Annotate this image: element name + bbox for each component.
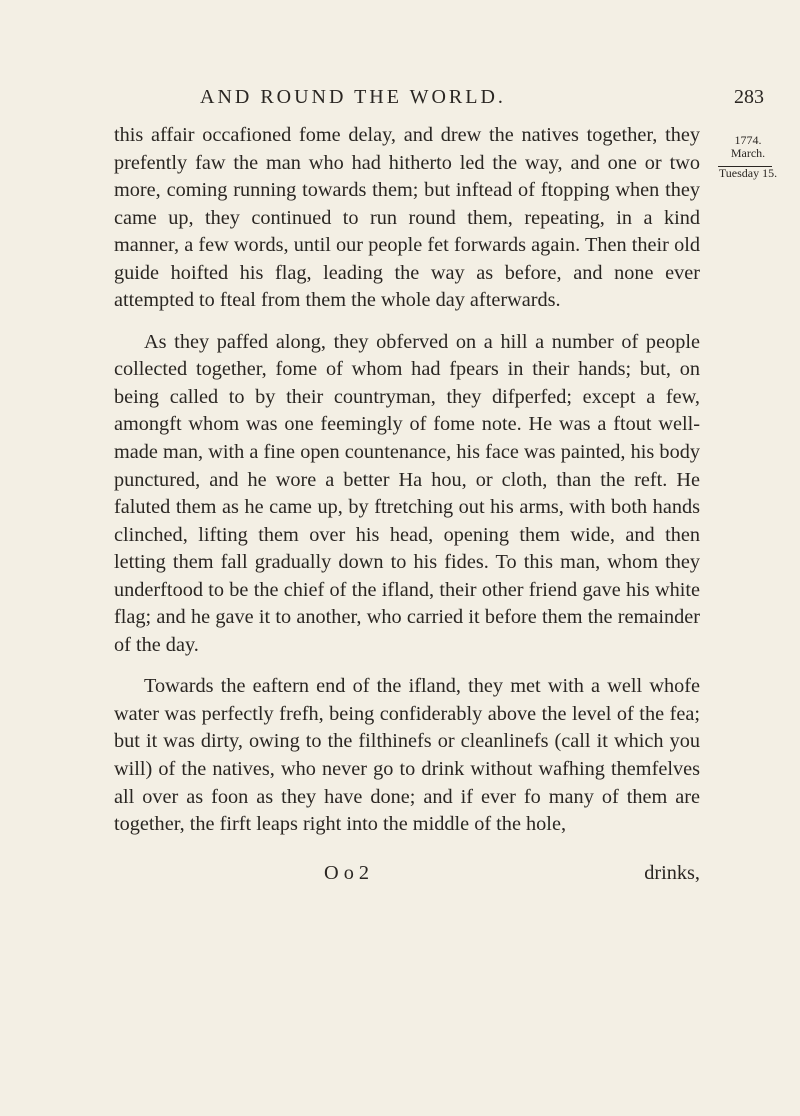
page-footer	[114, 862, 700, 890]
paragraph-continuation: this affair occafioned fome delay, and drew the natives together, they prefently faw the man who had hitherto led the way, and one or two more, coming running towards them; but inftead of ftopping when they came up, they continued to run round them, repeating, in a kind manner, a few words, until our people fet forwards again. Then their old guide hoifted his flag, leading the way as before, and none ever attempted to fteal from them the whole day afterwards.	[114, 124, 700, 312]
signature-mark: O o 2	[324, 862, 370, 884]
body-text	[114, 122, 700, 839]
page-number: 283	[734, 86, 764, 108]
margin-note-month: March.	[730, 146, 766, 160]
catchword: drinks,	[644, 862, 700, 884]
page-header	[0, 86, 800, 116]
paragraph-hill-chief: As they paffed along, they obferved on a hill a number of people collected together, fome of whom had fpears in their hands; but, on being called to by their countryman, they difperfed; except a few, amongft whom was one feemingly of fome note. He was a ftout well-made man, with a fine open countenance, his face was painted, his body punctured, and he wore a better Ha hou, or cloth, than the reft. He faluted them as he came up, by ftretching out his arms, with both hands clinched, lifting them over his head, opening them wide, and then letting them fall gradually down to his fides. To this man, whom they underftood to be the chief of the ifland, their other friend gave his white flag; and he gave it to another, who carried it before them the remainder of the day.	[114, 330, 700, 656]
paragraph-well: Towards the eaftern end of the ifland, they met with a well whofe water was perfectly frefh, being confiderably above the level of the fea; but it was dirty, owing to the filthinefs or cleanlinefs (call it which you will) of the natives, who never go to drink without wafhing themfelves all over as foon as they have done; and if ever fo many of them are together, the firft leaps right into the middle of the hole,	[114, 675, 700, 836]
margin-note	[718, 134, 778, 180]
running-head: AND ROUND THE WORLD.	[200, 86, 506, 108]
margin-note-day: Tuesday 15.	[718, 166, 778, 180]
margin-note-year: 1774.	[734, 133, 762, 147]
